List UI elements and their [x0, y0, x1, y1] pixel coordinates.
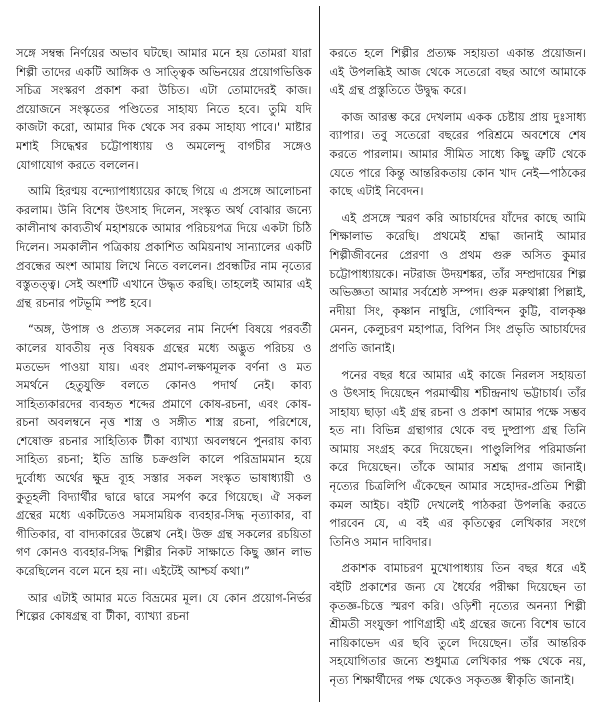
paragraph: আর এটাই আমার মতে বিভ্রমের মূল। যে কোন প্রয়োগ-নির্ভর শিল্পের কোষগ্রন্থ বা টীকা, ব্যাখ্যা রচনা: [16, 590, 312, 624]
right-column: [320, 44, 586, 694]
paragraph: এই প্রসঙ্গে স্মরণ করি আচার্যদের যাঁদের কাছে আমি শিক্ষালাভ করেছি। প্রথমেই শ্রদ্ধা জানাই আমার শিল্পীজীবনের প্রেরণা ও প্রথম গুরু অসিত কুমার চট্টোপাধ্যায়কে। নটরাজ উদয়শঙ্কর, তাঁর সম্প্রদায়ের শিল্প অভিজ্ঞতা আমার সর্বশ্রেষ্ঠ সম্পদ। গুরু মরুথাপ্পা পিল্লাই, নদীয়া সিং, কৃষ্ণান নাম্বুদ্রি, গোবিন্দন কুট্টি, বালকৃষ্ণ মেনন, কেলুচরণ মহাপাত্র, বিপিন সিং প্রভৃতি আচার্যদের প্রণতি জানাই।: [329, 210, 586, 355]
paragraph: কাজ আরম্ভ করে দেখলাম একক চেষ্টায় প্রায় দুঃসাধ্য ব্যাপার। তবু সতেরো বছরের পরিশ্রমে অবশেষে শেষ করতে পারলাম। আমার সীমিত সাধ্যে কিছু ত্রুটি থেকে যেতে পারে কিন্তু আন্তরিকতায় কোন খাদ নেই—পাঠকের কাছে এটাই নিবেদন।: [329, 109, 586, 199]
paragraph: আমি হিরণ্ময় বন্দ্যোপাধ্যায়ের কাছে গিয়ে এ প্রসঙ্গে আলোচনা করলাম। উনি বিশেষ উৎসাহ দিলেন, সংস্কৃত অর্থ বোঝার জন্যে কালীনাথ কাব্যতীর্থ মহাশয়কে আমার পরিচয়পত্র দিয়ে একটা চিঠি দিলেন। সমকালীন পত্রিকায় প্রকাশিত অমিয়নাথ সান্যালের একটি প্রবন্ধের অংশ আমায় লিখে নিতে বললেন। প্রবন্ধটির নাম নৃত্যের বস্তুতত্ত্ব। সেই অংশটি এখানে উদ্ধৃত করছি। তাহলেই আমার এই গ্রন্থ রচনার পটভূমি স্পষ্ট হবে।: [16, 184, 312, 310]
paragraph: করতে হলে শিল্পীর প্রত্যক্ষ সহায়তা একান্ত প্রয়োজন। এই উপলব্ধিই আজ থেকে সতেরো বছর আগে আমাকে এই গ্রন্থ প্রস্তুতিতে উদ্বুদ্ধ করে।: [329, 46, 586, 98]
paragraph: সঙ্গে সম্বন্ধ নির্ণয়ের অভাব ঘটছে। আমার মনে হয় তোমরা যারা শিল্পী তাদের একটি আঙ্গিক ও সাত্ত্বিক অভিনয়ের প্রয়োগভিত্তিক সচিত্র সংস্করণ প্রকাশ করা উচিত। এটা তোমাদেরই কাজ। প্রয়োজনে সংস্কৃতের পণ্ডিতের সাহায্য নিতে হবে। তুমি যদি কাজটা করো, আমার দিক থেকে সব রকম সাহায্য পাবে।' মাষ্টার মশাই সিদ্ধেশ্বর চট্টোপাধ্যায় ও অমলেন্দু বাগচীর সঙ্গেও যোগাযোগ করতে বললেন।: [16, 46, 312, 172]
quoted-paragraph: “অঙ্গ, উপাঙ্গ ও প্রত্যঙ্গ সকলের নাম নির্দেশ বিষয়ে পরবর্তী কালের যাবতীয় নৃত্ত বিষয়ক গ্রন্থের মধ্যে অদ্ভুত পরিচয় ও মতভেদ পাওয়া যায়। এবং প্রমাণ-লক্ষণমূলক বর্ণনা ও মত সমর্থনে হেতুযুক্তি বলতে কোনও পদার্থ নেই। কাব্য সাহিত্যকারদের ব্যবহৃত শব্দের প্রমাণে কোষ-রচনা, এবং কোষ-রচনা অবলম্বনে নৃত্ত শাস্ত্র ও সঙ্গীত শাস্ত্র রচনা, পরিশেষে, শেষোক্ত রচনার সাহিত্যিক টীকা ব্যাখ্যা অবলম্বনে পুনরায় কাব্য সাহিত্য রচনা; ইতি ভ্রান্তি চক্রগুলি কালে পরিভ্রামমান হয়ে দুর্বোধ্য অর্থের ক্ষুদ্র ব্যূহ সস্তার সকল সংস্কৃত ভাষাধ্যায়ী ও কুতূহলী বিদ্যার্থীর দ্বারে দ্বারে সমর্পণ করে গিয়েছে। ঐ সকল গ্রন্থের মধ্যে একটিতেও সমসাময়িক ব্যবহার-সিদ্ধ নৃত্যাকার, বা গীতিকার, বা বাদ্যকারের উল্লেখ নেই। উক্ত গ্রন্থ সকলের রচয়িতা গণ কোনও ব্যবহার-সিদ্ধ শিল্পীর নিকট সাক্ষাতে কিছু জ্ঞান লাভ করেছিলেন বলে মনে হয় না। এইটেই আশ্চর্য কথা।”: [16, 322, 312, 579]
two-column-layout: [16, 44, 586, 694]
paragraph: প্রকাশক বামাচরণ মুখোপাধ্যায় তিন বছর ধরে এই বইটি প্রকাশের জন্য যে ধৈর্যের পরীক্ষা দিয়েছেন তা কৃতজ্ঞ-চিত্তে স্মরণ করি। ওড়িশী নৃত্যের অনন্যা শিল্পী শ্রীমতী সংযুক্তা পাণিগ্রাহী এই গ্রন্থের জন্যে বিশেষ ভাবে নায়িকাভেদ এর ছবি তুলে দিয়েছেন। তাঁর আন্তরিক সহযোগিতার জন্যে শুধুমাত্র লেখিকার পক্ষ থেকে নয়, নৃত্য শিক্ষার্থীদের পক্ষ থেকেও সকৃতজ্ঞ স্বীকৃতি জানাই।: [329, 561, 586, 687]
paragraph: পনের বছর ধরে আমার এই কাজে নিরলস সহায়তা ও উৎসাহ দিয়েছেন পরমাত্মীয় শচীন্দ্রনাথ ভট্টাচার্য। তাঁর সাহায্য ছাড়া এই গ্রন্থ রচনা ও প্রকাশ আমার পক্ষে সম্ভব হত না। বিভিন্ন গ্রন্থাগার থেকে বহু দুষ্প্রাপ্য গ্রন্থ তিনি আমায় সংগ্রহ করে দিয়েছেন। পাণ্ডুলিপির পরিমার্জনা করে দিয়েছেন। তাঁকে আমার সশ্রদ্ধ প্রণাম জানাই। নৃত্যের চিত্রলিপি এঁকেছেন আমার সহোদর-প্রতিম শিল্পী কমল আইচ। বইটি দেখলেই পাঠকরা উপলব্ধি করতে পারবেন যে, এ বই এর কৃতিত্বের লেখিকার সংগে তিনিও সমান দাবিদার।: [329, 367, 586, 549]
left-column: [16, 44, 319, 694]
